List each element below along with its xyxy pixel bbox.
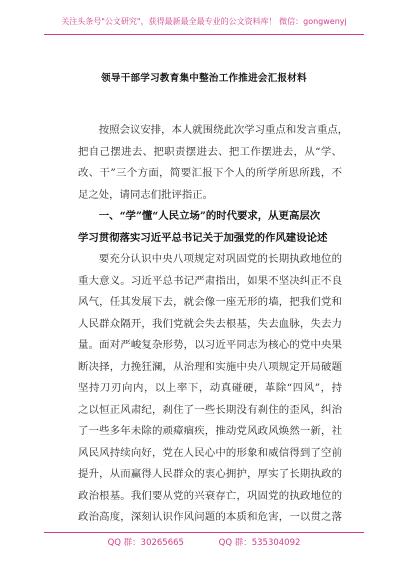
section-heading-line: 学习贯彻落实习近平总书记关于加强党的作风建设论述 bbox=[78, 231, 328, 244]
body-line: 之以恒正风肃纪，刹住了一些长期没有刹住的歪风，纠治 bbox=[78, 403, 342, 416]
body-line: 断决择，力挽狂澜，从治理和实施中央八项规定开局破题 bbox=[78, 360, 342, 373]
body-line: 风民风持续向好，党在人民心中的形象和威信得到了空前 bbox=[78, 446, 342, 459]
body-line: 按照会议安排，本人就围绕此次学习重点和发言重点， bbox=[98, 124, 349, 136]
body-line: 坚持刀刃向内，以上率下，动真碰硬，革除“四风”，持 bbox=[78, 382, 342, 394]
document-body bbox=[78, 120, 349, 529]
top-banner-text: 关注头条号"公文研究"，获得最新最全最专业的公文资料库！ 微信：gongwenyj bbox=[61, 17, 347, 26]
body-line: 要充分认识中央八项规定对巩固党的长期执政地位的 bbox=[98, 253, 342, 265]
body-line: 重大意义。习近平总书记严肃指出，如果不坚决纠正不良 bbox=[78, 274, 342, 287]
header-divider bbox=[44, 34, 364, 35]
qq-group-1: QQ 群：30265665 bbox=[107, 538, 184, 548]
body-line: 提升，从而赢得人民群众的衷心拥护，厚实了长期执政的 bbox=[78, 468, 342, 480]
body-line: 政治高度，深刻认识作风问题的本质和危害，一以贯之落 bbox=[78, 511, 342, 523]
body-line: 改、干”三个方面，简要汇报下个人的所学所思所践，不 bbox=[78, 167, 342, 179]
qq-group-2: QQ 群：535304092 bbox=[218, 538, 301, 548]
body-line: 量。面对严峻复杂形势，以习近平同志为核心的党中央果 bbox=[78, 339, 342, 351]
footer-divider bbox=[44, 532, 364, 533]
section-heading-line: 一、“学”懂“人民立场”的时代要求，从更高层次 bbox=[98, 210, 321, 222]
body-line: 足之处，请同志们批评指正。 bbox=[78, 188, 214, 201]
document-title: 领导干部学习教育集中整治工作推进会汇报材料 bbox=[101, 73, 307, 84]
body-line: 把自己摆进去、把职责摆进去、把工作摆进去，从“学、 bbox=[78, 145, 342, 158]
footer-contact bbox=[0, 536, 408, 548]
body-line: 了一些多年未除的顽瘴痼疾，推动党风政风焕然一新，社 bbox=[78, 425, 342, 437]
body-line: 人民群众隔开，我们党就会失去根基，失去血脉，失去力 bbox=[78, 317, 342, 330]
body-line: 政治根基。我们要从党的兴衰存亡，巩固党的执政地位的 bbox=[78, 489, 342, 502]
body-line: 风气，任其发展下去，就会像一座无形的墙，把我们党和 bbox=[78, 296, 342, 308]
